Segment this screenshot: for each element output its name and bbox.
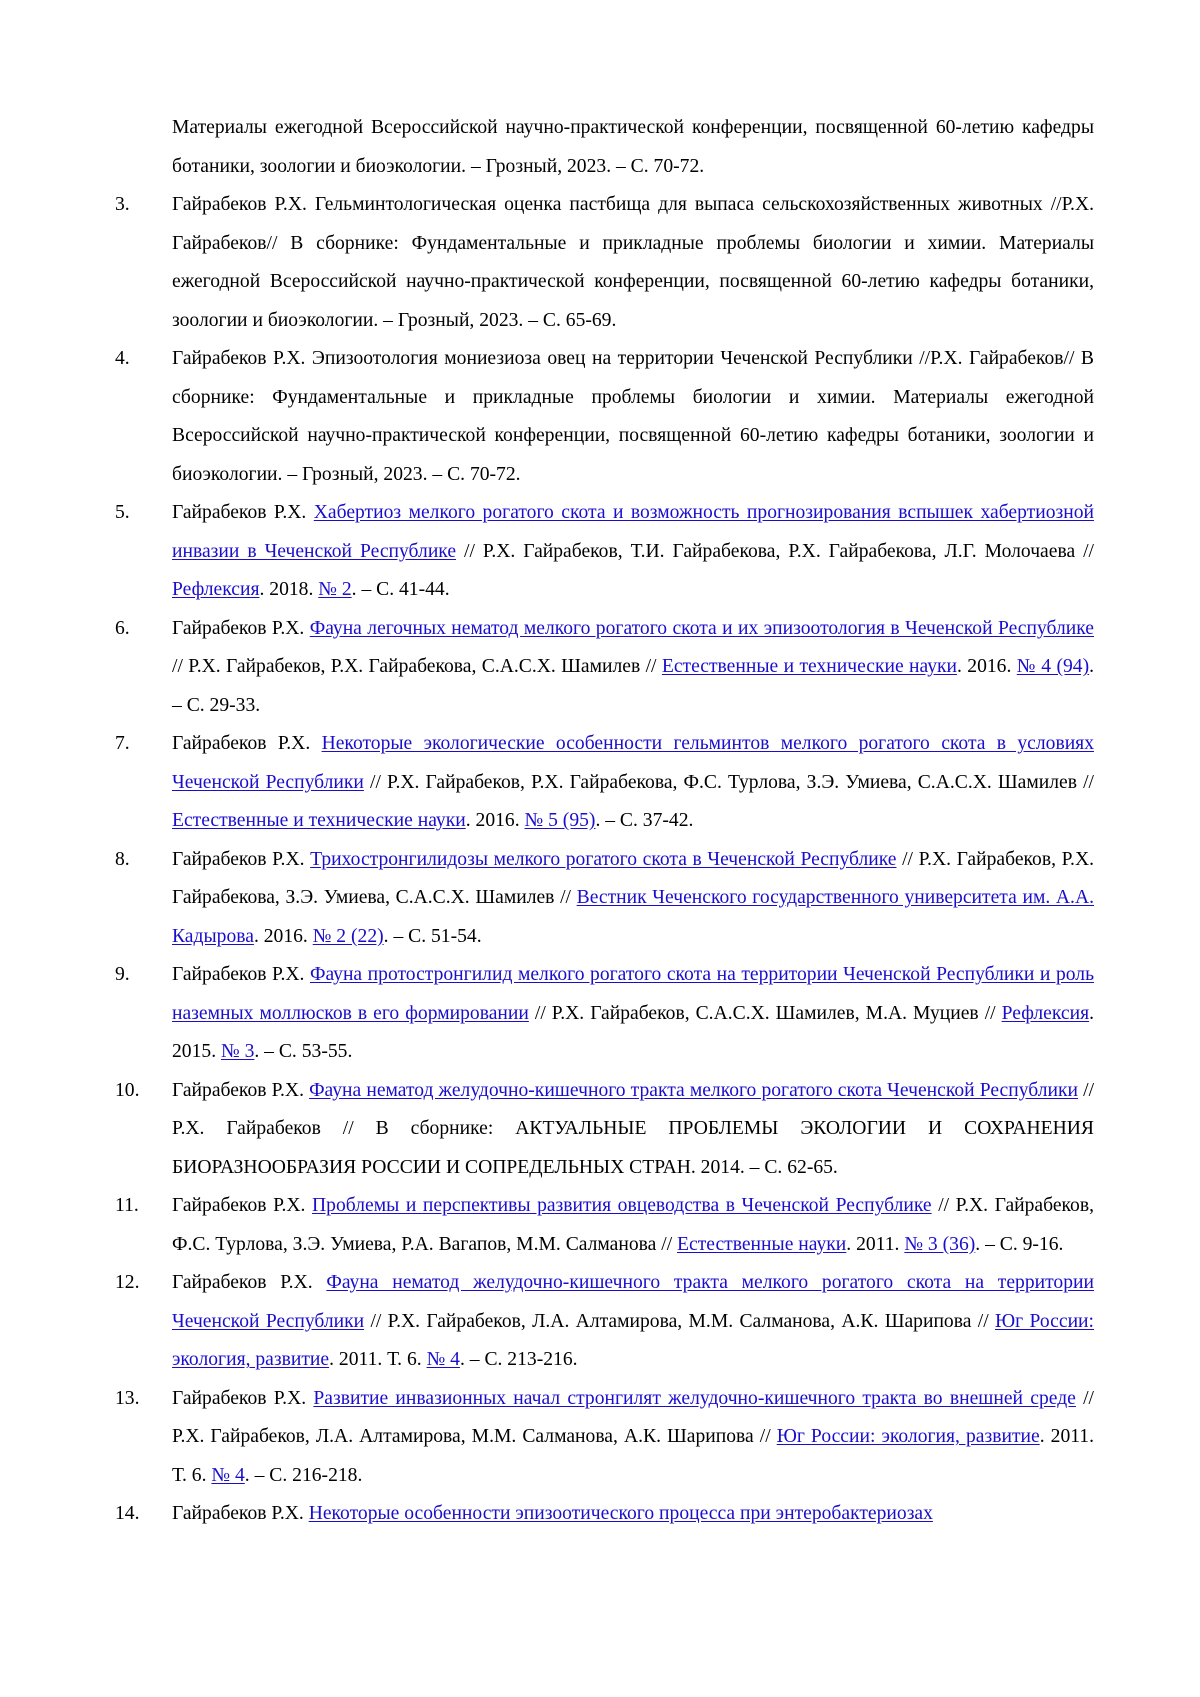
reference-item xyxy=(115,1495,1094,1534)
reference-text xyxy=(172,1264,1094,1380)
reference-text-segment: . – С. 29-33. xyxy=(172,656,1094,716)
reference-link[interactable]: Фауна нематод желудочно-кишечного тракта мелкого рогатого скота на территории Чеченской Республики xyxy=(172,1272,1094,1332)
reference-text-segment: // Р.Х. Гайрабеков, Р.Х. Гайрабекова, Ф.С. Турлова, З.Э. Умиева, С.А.С.Х. Шамилев // xyxy=(364,772,1094,793)
reference-number: 13. xyxy=(115,1380,165,1419)
reference-link[interactable]: № 2 xyxy=(318,579,351,600)
reference-link[interactable]: Юг России: экология, развитие xyxy=(777,1426,1040,1447)
reference-item xyxy=(115,725,1094,841)
reference-link[interactable]: № 2 (22) xyxy=(313,926,384,947)
reference-text-segment: // Р.Х. Гайрабеков, Р.Х. Гайрабекова, С.А.С.Х. Шамилев // xyxy=(172,656,662,677)
reference-text xyxy=(172,725,1094,841)
reference-text-segment: . 2011. xyxy=(846,1234,904,1255)
reference-text-segment: . 2016. xyxy=(957,656,1017,677)
reference-link[interactable]: № 4 xyxy=(427,1349,460,1370)
document-page xyxy=(0,0,1200,1697)
reference-number: 9. xyxy=(115,956,165,995)
reference-link[interactable]: № 4 (94) xyxy=(1017,656,1089,677)
reference-text-segment: . – С. 213-216. xyxy=(460,1349,578,1370)
reference-text-segment: // Р.Х. Гайрабеков, Л.А. Алтамирова, М.М. Салманова, А.К. Шарипова // xyxy=(364,1311,995,1332)
reference-text-segment: // Р.Х. Гайрабеков, С.А.С.Х. Шамилев, М.А. Муциев // xyxy=(529,1003,1002,1024)
reference-list xyxy=(115,109,1094,1534)
reference-item xyxy=(115,1264,1094,1380)
reference-link[interactable]: Трихостронгилидозы мелкого рогатого скота в Чеченской Республике xyxy=(310,849,896,870)
reference-link[interactable]: Естественные и технические науки xyxy=(172,810,466,831)
reference-link[interactable]: Вестник Чеченского государственного университета им. А.А. Кадырова xyxy=(172,887,1094,947)
reference-text-segment: . 2018. xyxy=(259,579,318,600)
reference-link[interactable]: № 3 xyxy=(221,1041,254,1062)
reference-number: 10. xyxy=(115,1072,165,1111)
reference-number: 6. xyxy=(115,610,165,649)
reference-link[interactable]: Некоторые экологические особенности гельминтов мелкого рогатого скота в условиях Чеченской Республики xyxy=(172,733,1094,793)
reference-item xyxy=(115,186,1094,340)
reference-number: 4. xyxy=(115,340,165,379)
reference-text-segment: Материалы ежегодной Всероссийской научно-практической конференции, посвященной 60-летию кафедры ботаники, зоологии и биоэкологии. – Грозный, 2023. – С. 70-72. xyxy=(172,117,1094,177)
reference-text-segment: // Р.Х. Гайрабеков, Р.Х. Гайрабекова, З.Э. Умиева, С.А.С.Х. Шамилев // xyxy=(172,849,1094,909)
reference-link[interactable]: Естественные науки xyxy=(677,1234,846,1255)
reference-item xyxy=(115,841,1094,957)
reference-text-segment: . – С. 9-16. xyxy=(975,1234,1063,1255)
reference-text-segment: Гайрабеков Р.Х. xyxy=(172,1272,326,1293)
reference-text-segment: // Р.Х. Гайрабеков, Л.А. Алтамирова, М.М. Салманова, А.К. Шарипова // xyxy=(172,1388,1094,1448)
reference-text-segment: . 2011. Т. 6. xyxy=(172,1426,1094,1486)
reference-text xyxy=(172,1380,1094,1496)
reference-link[interactable]: № 5 (95) xyxy=(525,810,596,831)
reference-number: 11. xyxy=(115,1187,165,1226)
reference-text-segment: Гайрабеков Р.Х. xyxy=(172,1195,312,1216)
reference-text xyxy=(172,841,1094,957)
reference-link[interactable]: Фауна протостронгилид мелкого рогатого скота на территории Чеченской Республики и роль наземных моллюсков в его формировании xyxy=(172,964,1094,1024)
reference-text-segment: // Р.Х. Гайрабеков, Ф.С. Турлова, З.Э. Умиева, Р.А. Вагапов, М.М. Салманова // xyxy=(172,1195,1094,1255)
reference-text-segment: Гайрабеков Р.Х. Гельминтологическая оценка пастбища для выпаса сельскохозяйственных животных //Р.Х. Гайрабеков// В сборнике: Фундаментальные и прикладные проблемы биологии и химии. Материалы ежегодной Всероссийской научно-практической конференции, посвященной 60-летию кафедры ботаники, зоологии и биоэкологии. – Грозный, 2023. – С. 65-69. xyxy=(172,194,1094,331)
reference-text-segment: Гайрабеков Р.Х. xyxy=(172,849,310,870)
reference-text xyxy=(172,340,1094,494)
reference-number: 14. xyxy=(115,1495,165,1534)
reference-text-segment: . – С. 53-55. xyxy=(254,1041,352,1062)
reference-text xyxy=(172,1072,1094,1188)
reference-link[interactable]: Фауна нематод желудочно-кишечного тракта мелкого рогатого скота Чеченской Республики xyxy=(309,1080,1078,1101)
reference-link[interactable]: № 3 (36) xyxy=(904,1234,975,1255)
reference-text xyxy=(172,186,1094,340)
reference-link[interactable]: Рефлексия xyxy=(172,579,259,600)
reference-text-segment: . – С. 51-54. xyxy=(384,926,482,947)
reference-text-segment: . 2016. xyxy=(254,926,313,947)
reference-text-segment: // Р.Х. Гайрабеков, Т.И. Гайрабекова, Р.Х. Гайрабекова, Л.Г. Молочаева // xyxy=(456,541,1094,562)
reference-text-segment: . – С. 216-218. xyxy=(245,1465,363,1486)
reference-link[interactable]: Юг России: экология, развитие xyxy=(172,1311,1094,1371)
reference-text xyxy=(172,1495,1094,1534)
reference-number: 3. xyxy=(115,186,165,225)
reference-text-segment: Гайрабеков Р.Х. xyxy=(172,1503,309,1524)
reference-item xyxy=(115,1380,1094,1496)
reference-item xyxy=(115,610,1094,726)
reference-number: 12. xyxy=(115,1264,165,1303)
reference-number: 5. xyxy=(115,494,165,533)
reference-link[interactable]: Фауна легочных нематод мелкого рогатого скота и их эпизоотология в Чеченской Республике xyxy=(310,618,1094,639)
reference-text xyxy=(172,956,1094,1072)
reference-text-segment: . – С. 37-42. xyxy=(595,810,693,831)
reference-item xyxy=(115,1072,1094,1188)
reference-text-segment: . – С. 41-44. xyxy=(352,579,450,600)
reference-text-segment: Гайрабеков Р.Х. xyxy=(172,1080,309,1101)
reference-text-segment: Гайрабеков Р.Х. xyxy=(172,964,310,985)
reference-link[interactable]: Проблемы и перспективы развития овцеводства в Чеченской Республике xyxy=(312,1195,932,1216)
reference-text-segment: Гайрабеков Р.Х. xyxy=(172,618,310,639)
reference-text xyxy=(172,109,1094,186)
reference-link[interactable]: Естественные и технические науки xyxy=(662,656,957,677)
reference-link[interactable]: № 4 xyxy=(211,1465,244,1486)
reference-text-segment: Гайрабеков Р.Х. xyxy=(172,733,322,754)
reference-text xyxy=(172,610,1094,726)
reference-link[interactable]: Хабертиоз мелкого рогатого скота и возможность прогнозирования вспышек хабертиозной инвазии в Чеченской Республике xyxy=(172,502,1094,562)
reference-text-segment: Гайрабеков Р.Х. xyxy=(172,502,314,523)
reference-text-segment: . 2011. Т. 6. xyxy=(329,1349,426,1370)
reference-link[interactable]: Некоторые особенности эпизоотического процесса при энтеробактериозах xyxy=(309,1503,933,1524)
reference-link[interactable]: Рефлексия xyxy=(1002,1003,1089,1024)
reference-text xyxy=(172,1187,1094,1264)
reference-item xyxy=(115,340,1094,494)
reference-link[interactable]: Развитие инвазионных начал стронгилят желудочно-кишечного тракта во внешней среде xyxy=(313,1388,1076,1409)
reference-text-segment: Гайрабеков Р.Х. Эпизоотология мониезиоза овец на территории Чеченской Республики //Р.Х. Гайрабеков// В сборнике: Фундаментальные и прикладные проблемы биологии и химии. Материалы ежегодной Всероссийской научно-практической конференции, посвященной 60-летию кафедры ботаники, зоологии и биоэкологии. – Грозный, 2023. – С. 70-72. xyxy=(172,348,1094,485)
reference-text-segment: . 2015. xyxy=(172,1003,1094,1063)
reference-item xyxy=(115,956,1094,1072)
reference-text xyxy=(172,494,1094,610)
reference-text-segment: . 2016. xyxy=(466,810,525,831)
reference-item xyxy=(115,1187,1094,1264)
reference-number: 8. xyxy=(115,841,165,880)
reference-number: 7. xyxy=(115,725,165,764)
reference-item xyxy=(115,494,1094,610)
reference-text-segment: // Р.Х. Гайрабеков // В сборнике: АКТУАЛЬНЫЕ ПРОБЛЕМЫ ЭКОЛОГИИ И СОХРАНЕНИЯ БИОРАЗНООБРАЗИЯ РОССИИ И СОПРЕДЕЛЬНЫХ СТРАН. 2014. – С. 62-65. xyxy=(172,1080,1094,1178)
reference-item xyxy=(115,109,1094,186)
reference-text-segment: Гайрабеков Р.Х. xyxy=(172,1388,313,1409)
